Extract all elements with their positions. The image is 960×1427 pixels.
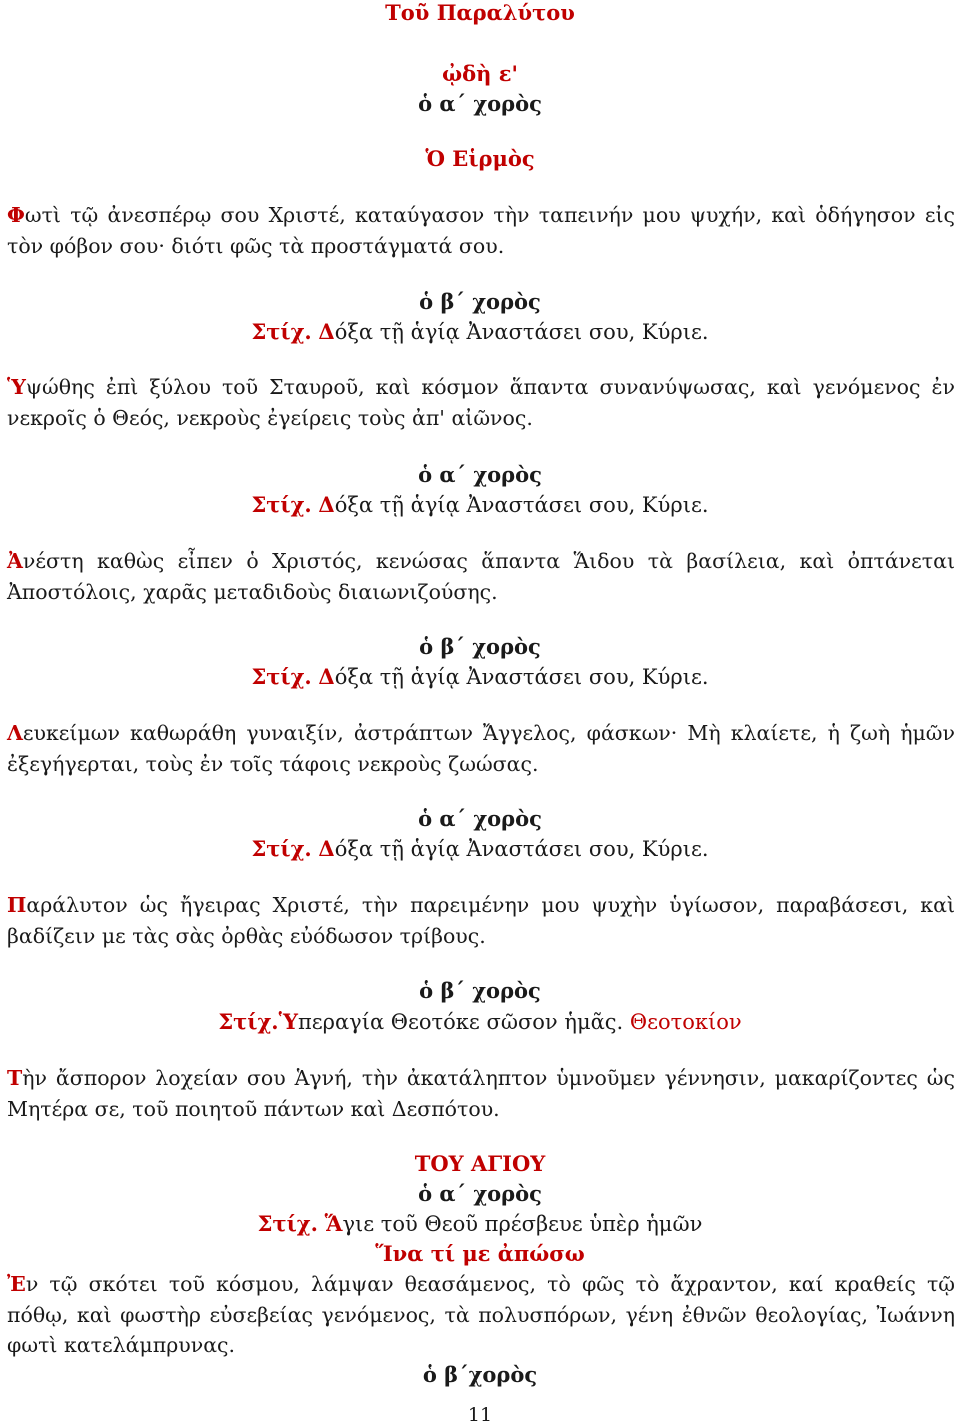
ode-heading: ᾠδὴ ε' <box>442 61 518 86</box>
heirmos-heading: Ὁ Εἱρμὸς <box>425 146 535 171</box>
stichos-label: Στίχ. <box>251 492 312 517</box>
hymn-initial: Λ <box>7 721 23 745</box>
stichos-initial: Δ <box>318 664 335 689</box>
choir-label: ὁ α΄ χορὸς <box>418 806 542 831</box>
choir-label: ὁ α΄ χορὸς <box>418 1181 542 1206</box>
page-title: Τοῦ Παραλύτου <box>385 0 575 25</box>
stichos <box>0 319 960 345</box>
tone-heading: Ἵνα τί με ἀπώσω <box>375 1241 585 1266</box>
choir-label: ὁ β΄χορὸς <box>422 1362 538 1387</box>
hymn-text: νέστη καθὼς εἶπεν ὁ Χριστός, κενώσας ἅπαντα Ἅιδου τὰ βασίλεια, καὶ ὀπτάνεται Ἀποστόλοις, χαρᾶς μεταδιδοὺς διαιωνιζούσης. <box>7 549 955 604</box>
hymn-initial: Ὑ <box>7 375 26 399</box>
hymn-text: ν τῷ σκότει τοῦ κόσμου, λάμψαν θεασάμενος, τὸ φῶς τὸ ἄχραντον, καί κραθείς τῷ πόθῳ, καὶ φωστὴρ εὐσεβείας γενόμενος, τὰ πολυσπόρων, γένη ἐθνῶν θεολογίας, Ἰωάννη φωτὶ κατελάμπρυνας. <box>7 1272 955 1357</box>
stichos-label: Στίχ. <box>218 1009 279 1034</box>
stichos-text: όξα τῇ ἁγίᾳ Ἀναστάσει σου, Κύριε. <box>334 665 709 689</box>
saint-heading: ΤΟΥ ΑΓΙΟΥ <box>414 1151 546 1176</box>
stichos-text: όξα τῇ ἁγίᾳ Ἀναστάσει σου, Κύριε. <box>334 493 709 517</box>
stichos <box>0 836 960 862</box>
stichos-initial: Ἅ <box>324 1211 343 1236</box>
stichos-text: όξα τῇ ἁγίᾳ Ἀναστάσει σου, Κύριε. <box>334 837 709 861</box>
stichos-label: Στίχ. <box>251 836 312 861</box>
choir-label: ὁ α΄ χορὸς <box>418 462 542 487</box>
stichos <box>0 1211 960 1237</box>
hymn-text: ὴν ἄσπορον λοχείαν σου Ἁγνή, τὴν ἀκατάληπτον ὑμνοῦμεν γέννησιν, μακαρίζοντες ὡς Μητέρα σε, τοῦ ποιητοῦ πάντων καὶ Δεσπότου. <box>7 1066 955 1121</box>
hymn-paragraph <box>7 372 955 433</box>
hymn-text: ωτὶ τῷ ἀνεσπέρῳ σου Χριστέ, καταύγασον τὴν ταπεινήν μου ψυχήν, καὶ ὁδήγησον εἰς τὸν φόβον σου· διότι φῶς τὰ προστάγματά σου. <box>7 203 955 258</box>
choir-label: ὁ β΄ χορὸς <box>419 634 541 659</box>
stichos-label: Στίχ. <box>257 1211 318 1236</box>
choir-label: ὁ β΄ χορὸς <box>419 978 541 1003</box>
hymn-text: ψώθης ἐπὶ ξύλου τοῦ Σταυροῦ, καὶ κόσμον ἅπαντα συνανύψωσας, καὶ γενόμενος ἐν νεκροῖς ὁ Θεός, νεκροὺς ἐγείρεις τοὺς ἀπ' αἰῶνος. <box>7 375 955 430</box>
stichos <box>0 664 960 690</box>
hymn-paragraph <box>7 546 955 607</box>
hymn-initial: Ἀ <box>7 549 23 573</box>
stichos-text: γιε τοῦ Θεοῦ πρέσβευε ὑπὲρ ἡμῶν <box>342 1212 703 1236</box>
stichos-initial: Ὑ <box>278 1009 298 1034</box>
stichos-initial: Δ <box>318 836 335 861</box>
hymn-initial: Φ <box>7 203 25 227</box>
hymn-text: αράλυτον ὡς ἤγειρας Χριστέ, τὴν παρειμένην μου ψυχὴν ὑγίωσον, παραβάσεσι, καὶ βαδίζειν με τὰς σὰς ὀρθὰς εὐόδωσον τρίβους. <box>7 893 955 948</box>
stichos-initial: Δ <box>318 492 335 517</box>
hymn-paragraph <box>7 1063 955 1124</box>
stichos-text: περαγία Θεοτόκε σῶσον ἡμᾶς. <box>297 1010 630 1034</box>
stichos <box>0 1009 960 1035</box>
hymn-paragraph <box>7 890 955 951</box>
hymn-paragraph <box>7 718 955 779</box>
hymn-initial: Τ <box>7 1066 23 1090</box>
stichos-text: όξα τῇ ἁγίᾳ Ἀναστάσει σου, Κύριε. <box>334 320 709 344</box>
theotokion-label: Θεοτοκίον <box>629 1010 742 1034</box>
stichos-label: Στίχ. <box>251 319 312 344</box>
stichos-initial: Δ <box>318 319 335 344</box>
hymn-text: ευκείμων καθωράθη γυναιξίν, ἀστράπτων Ἄγγελος, φάσκων· Μὴ κλαίετε, ἡ ζωὴ ἡμῶν ἐξεγήγερται, τοὺς ἐν τοῖς τάφοις νεκροὺς ζωώσας. <box>7 721 955 776</box>
hymn-initial: Ἐ <box>7 1272 26 1296</box>
page-number: 11 <box>467 1404 493 1426</box>
stichos-label: Στίχ. <box>251 664 312 689</box>
hymn-paragraph <box>7 1269 955 1361</box>
stichos <box>0 492 960 518</box>
hymn-paragraph <box>7 200 955 261</box>
choir-label: ὁ α΄ χορὸς <box>418 91 542 116</box>
hymn-initial: Π <box>7 893 27 917</box>
choir-label: ὁ β΄ χορὸς <box>419 289 541 314</box>
